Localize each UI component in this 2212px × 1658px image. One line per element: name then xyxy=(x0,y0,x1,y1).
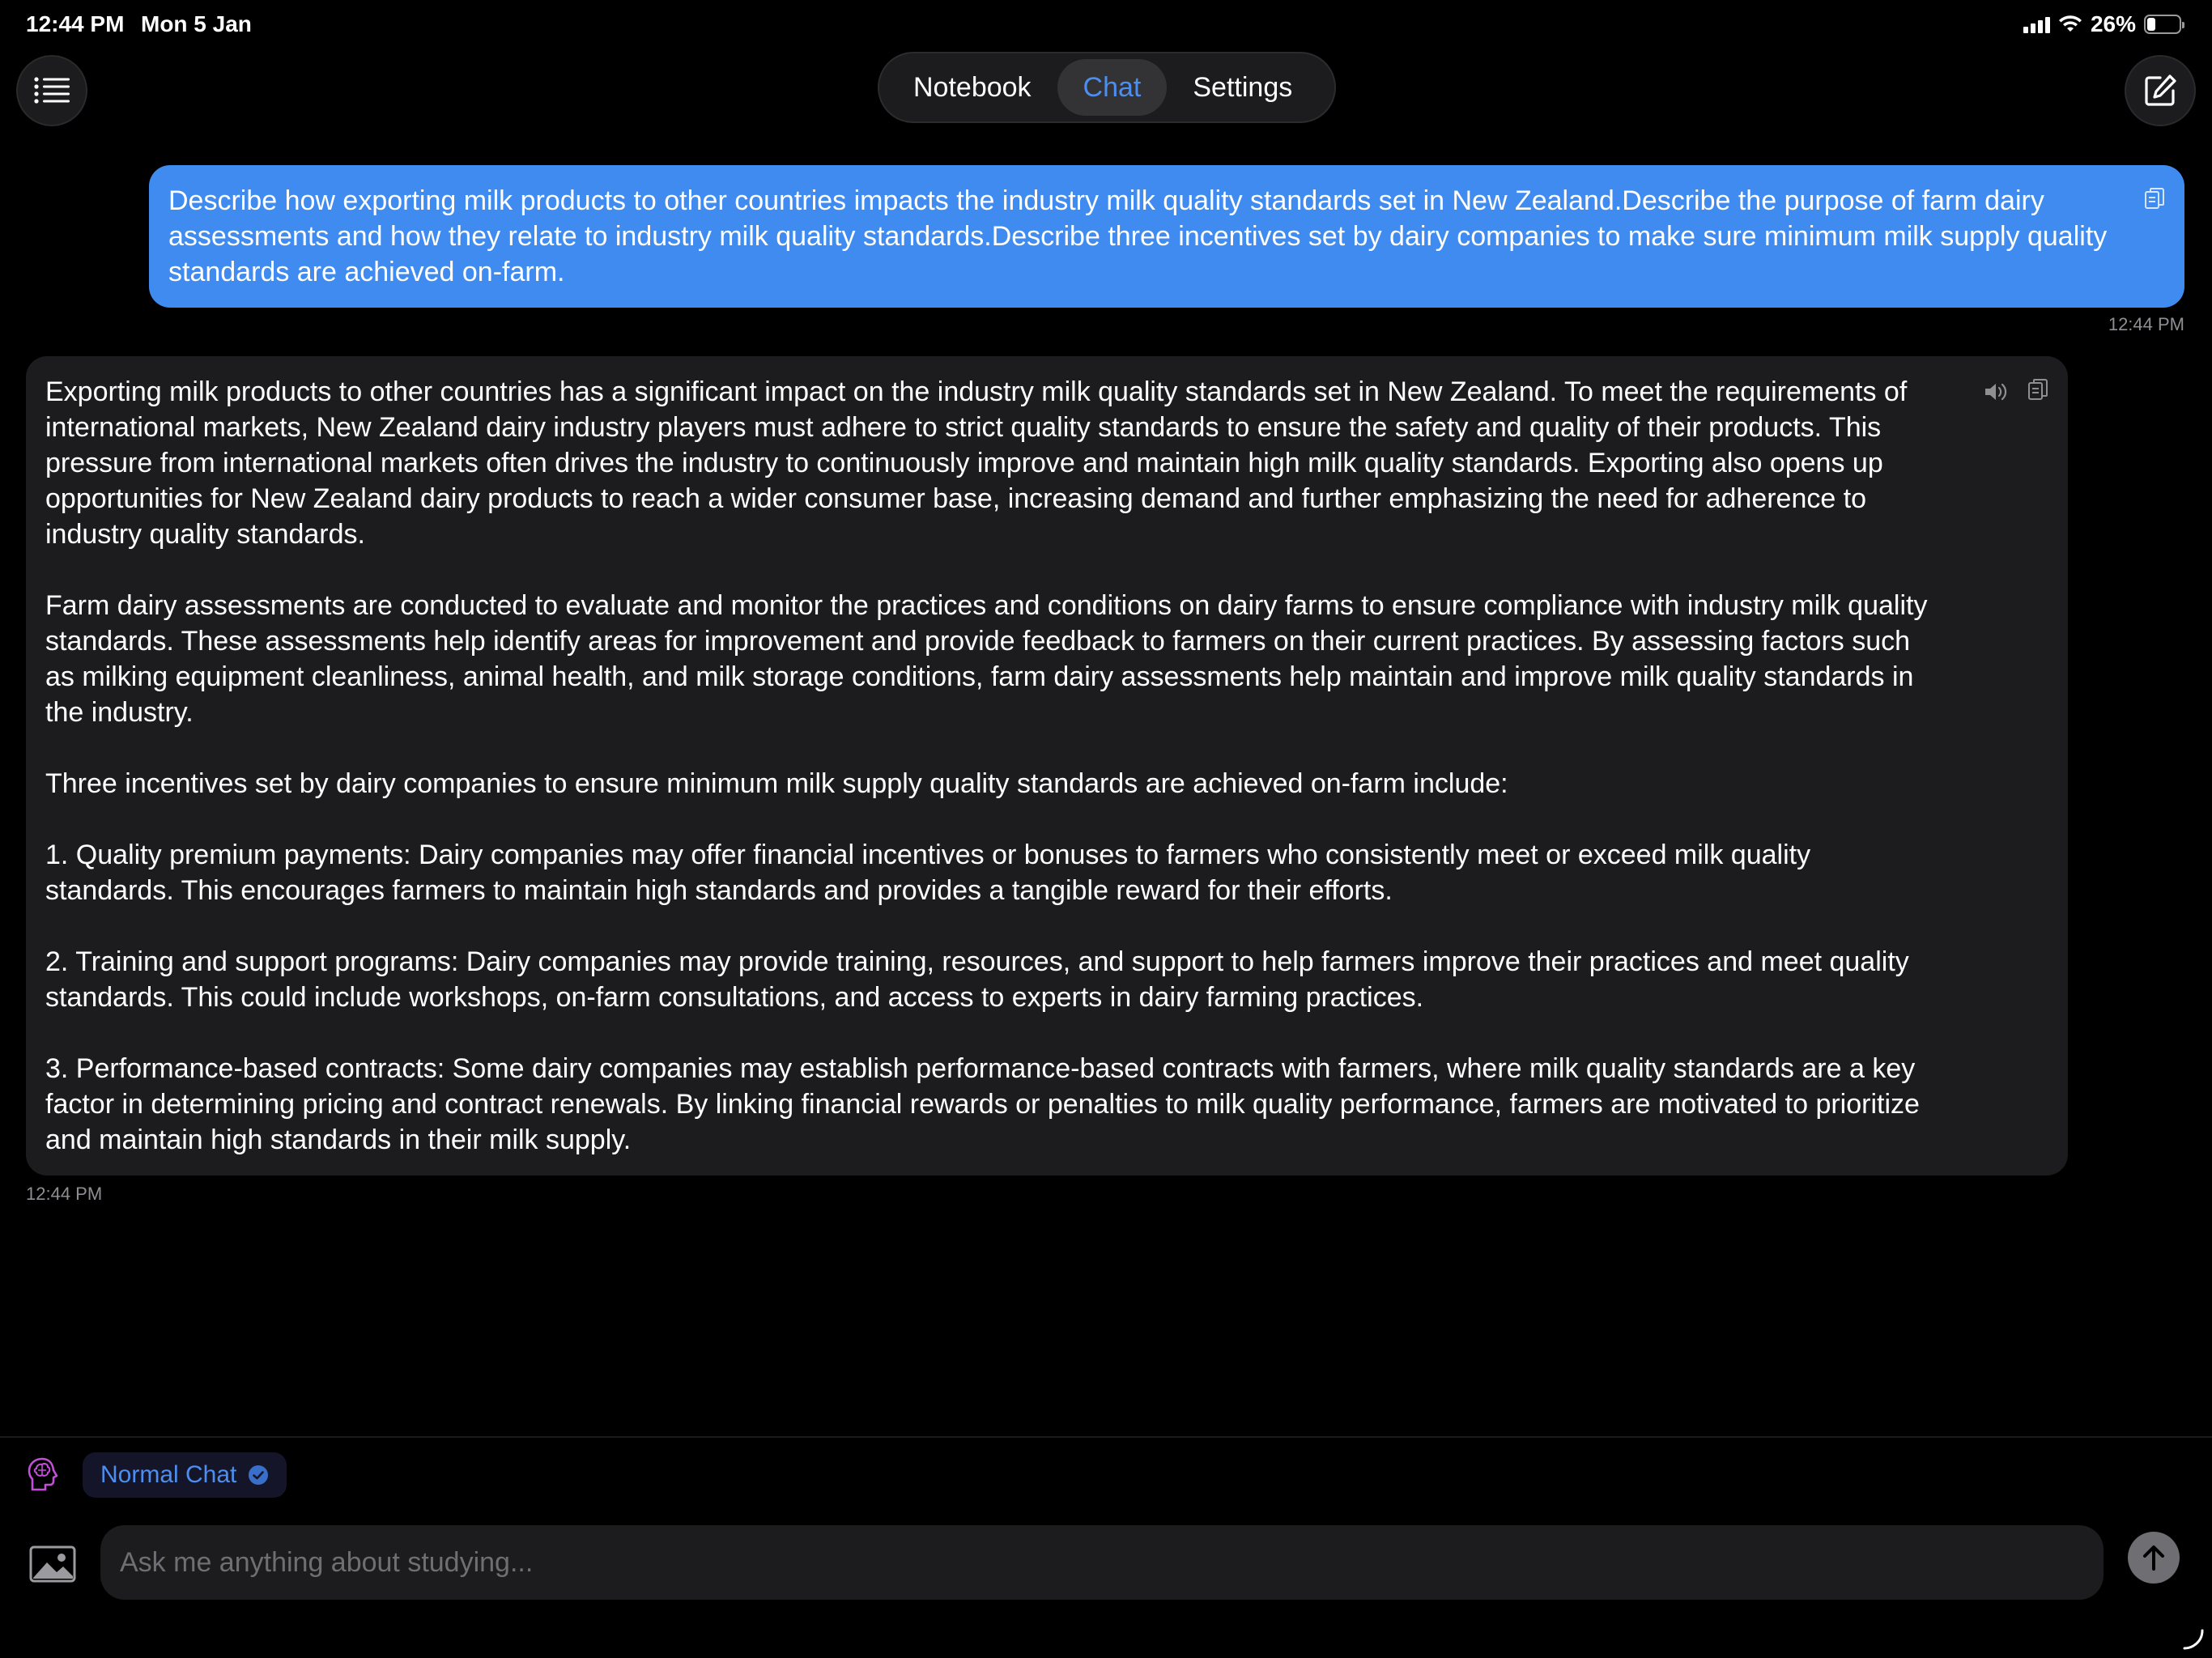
status-indicators xyxy=(2023,11,2181,37)
speaker-icon xyxy=(1984,381,2008,402)
copy-button[interactable] xyxy=(2144,185,2165,220)
list-icon xyxy=(34,77,70,104)
mode-chip-label: Normal Chat xyxy=(100,1461,237,1488)
resize-handle-icon xyxy=(2181,1627,2206,1652)
assistant-message-time: 12:44 PM xyxy=(26,1184,103,1204)
wifi-icon xyxy=(2058,15,2082,33)
speak-button[interactable] xyxy=(1984,376,2008,411)
battery-percent: 26% xyxy=(2090,11,2136,36)
view-switcher xyxy=(878,52,1336,123)
send-button[interactable] xyxy=(2128,1532,2180,1584)
message-input[interactable] xyxy=(100,1525,2104,1600)
assistant-message-actions xyxy=(1984,376,2048,411)
assistant-paragraph: Farm dairy assessments are conducted to evaluate and monitor the practices and conditions on dairy farms to ensure compliance with industry milk quality standards. These assessments help identify areas for improvement and provide feedback to farmers on their current practices. By assessing factors such as milking equipment cleanliness, animal health, and milk storage conditions, farm dairy assessments help maintain and improve milk quality standards in the industry. xyxy=(45,590,1928,728)
assistant-paragraph: 3. Performance-based contracts: Some dairy companies may establish performance-based contracts with farmers, where milk quality standards are a key factor in determining pricing and contract renewals. By linking financial rewards or penalties to milk quality performance, farmers are motivated to prioritize and maintain high standards in their milk supply. xyxy=(45,1053,1920,1155)
copy-icon xyxy=(2144,187,2165,211)
status-bar xyxy=(0,0,2212,50)
compose-icon xyxy=(2142,73,2178,108)
tab-chat[interactable]: Chat xyxy=(1057,59,1168,116)
assistant-paragraph: Exporting milk products to other countries has a significant impact on the industry milk quality standards set in New Zealand. To meet the requirements of international markets, New Zealand dairy industry players must adhere to strict quality standards to ensure the safety and quality of their products. This pressure from international markets often drives the industry to continuously improve and maintain high milk quality standards. Exporting also opens up opportunities for New Zealand dairy products to reach a wider consumer base, increasing demand and further emphasizing the need for adherence to industry quality standards. xyxy=(45,376,1908,550)
arrow-up-icon xyxy=(2141,1543,2167,1572)
status-date: Mon 5 Jan xyxy=(141,11,252,36)
menu-button[interactable] xyxy=(16,55,87,126)
user-message-time: 12:44 PM xyxy=(2108,314,2184,334)
mode-chip[interactable] xyxy=(83,1452,287,1498)
new-chat-button[interactable] xyxy=(2125,55,2196,126)
assistant-paragraph: 2. Training and support programs: Dairy companies may provide training, resources, and support to help farmers improve their practices and meet quality standards. This could include workshops, on-farm consultations, and access to experts in dairy farming practices. xyxy=(45,946,1909,1013)
cellular-signal-icon xyxy=(2023,15,2050,33)
assistant-paragraph: 1. Quality premium payments: Dairy companies may offer financial incentives or bonuses to farmers who consistently meet or exceed milk quality standards. This encourages farmers to maintain high standards and provides a tangible reward for their efforts. xyxy=(45,840,1811,906)
image-icon xyxy=(29,1545,76,1584)
user-message-bubble xyxy=(149,165,2184,308)
attach-image-button[interactable] xyxy=(29,1545,76,1584)
battery-level xyxy=(2147,18,2155,31)
status-time: 12:44 PM xyxy=(26,11,125,36)
copy-icon xyxy=(2027,378,2048,402)
tab-notebook[interactable]: Notebook xyxy=(913,71,1032,103)
battery-icon xyxy=(2144,15,2181,34)
assistant-paragraph: Three incentives set by dairy companies to ensure minimum milk supply quality standards are achieved on-farm include: xyxy=(45,768,1508,799)
user-message-text: Describe how exporting milk products to other countries impacts the industry milk quality standards set in New Zealand.Describe the purpose of farm dairy assessments and how they relate to industry milk quality standards.Describe three incentives set by dairy companies to make sure minimum milk supply quality standards are achieved on-farm. xyxy=(168,185,2108,287)
tab-settings[interactable]: Settings xyxy=(1193,71,1293,103)
brain-icon xyxy=(26,1456,62,1493)
composer-divider xyxy=(0,1436,2212,1438)
assistant-message-bubble xyxy=(26,356,2068,1175)
mode-selector-button[interactable] xyxy=(26,1456,62,1493)
copy-button[interactable] xyxy=(2027,376,2048,411)
check-badge-icon xyxy=(248,1465,269,1486)
